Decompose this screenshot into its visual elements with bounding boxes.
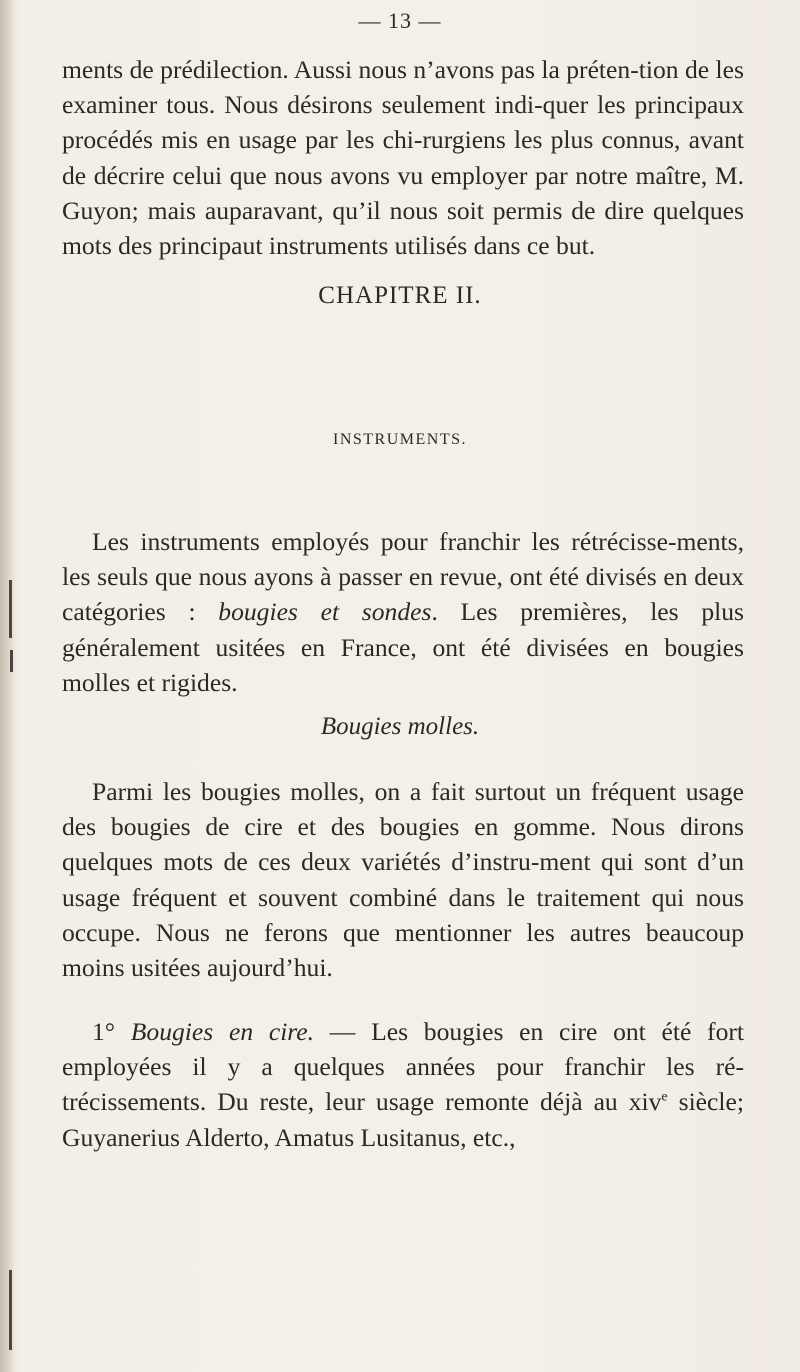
paragraph-instruments-lead: Les instruments employés pour franchir les rétrécisse-ments, les seuls que nous ayons à passer en revue, ont été divisés en deux catégories : [62,527,744,627]
paragraph-bougies-cire-text [62,1014,744,1155]
paragraph-instruments [62,524,744,700]
item-tail: siècle; Guyanerius Alderto, Amatus Lusitanus, etc., [62,1087,744,1152]
section-title: INSTRUMENTS. [332,431,467,448]
paragraph-intro-text: ments de prédilection. Aussi nous n’avons pas la préten-tion de les examiner tous. Nous désirons seulement indi-quer les principaux procédés mis en usage par les chi-rurgiens les plus connus, avant de décrire celui que nous avons vu employer par notre maître, M. Guyon; mais auparavant, qu’il nous soit permis de dire quelques mots des principaut instruments utilisés dans ce but. [62,55,744,261]
century-numeral: xiv [628,1087,662,1117]
paragraph-instruments-text [62,524,744,700]
page-number: — 13 — [358,8,442,33]
century-superscript: e [661,1089,668,1105]
paragraph-bougies-cire [62,1014,744,1155]
item-title: Bougies en cire. [130,1017,315,1046]
chapter-title: CHAPITRE II. [318,282,482,309]
item-lead: — Les bougies en cire ont été fort employées il y a quelques années pour franchir les ré-trécissements. Du reste, leur usage remonte déjà au [62,1017,744,1117]
paragraph-instruments-italic: bougies et sondes [218,597,432,627]
gutter-shadow [0,0,16,1372]
paragraph-instruments-tail: . Les premières, les plus généralement usitées en France, ont été divisées en bougies molles et rigides. [62,597,744,697]
paragraph-bougies-molles-text: Parmi les bougies molles, on a fait surtout un fréquent usage des bougies de cire et des bougies en gomme. Nous dirons quelques mots de ces deux variétés d’instru-ment qui sont d’un usage fréquent et souvent combiné dans le traitement qui nous occupe. Nous ne ferons que mentionner les autres beaucoup moins usitées aujourd’hui. [62,777,744,983]
item-number: 1° [92,1017,116,1046]
paragraph-intro [62,52,744,263]
subheading-bougies-molles: Bougies molles. [320,713,480,740]
paragraph-bougies-molles [62,774,744,985]
